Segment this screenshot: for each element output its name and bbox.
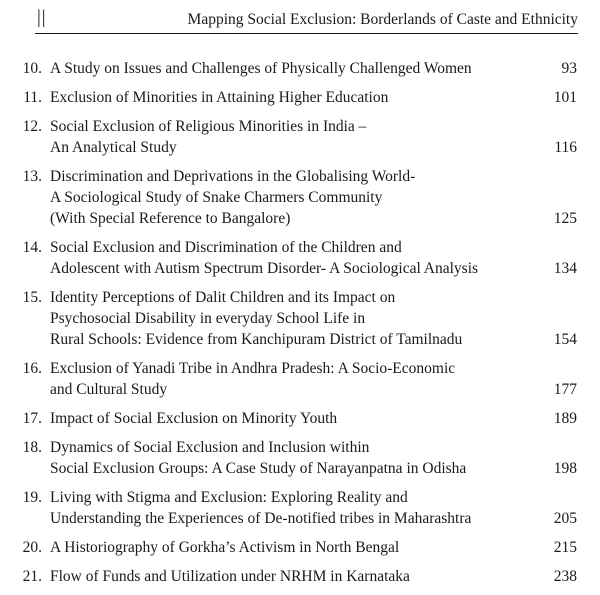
toc-entry — [0, 116, 600, 158]
entry-title-line: Social Exclusion of Religious Minorities in India – — [50, 118, 367, 135]
entry-title-line: Understanding the Experiences of De-notified tribes in Maharashtra — [50, 510, 472, 527]
entry-page-number: 215 — [553, 539, 577, 556]
entry-title-line: Rural Schools: Evidence from Kanchipuram District of Tamilnadu — [50, 331, 463, 348]
entry-title-line: A Sociological Study of Snake Charmers Community — [50, 189, 383, 206]
toc-entry — [0, 487, 600, 529]
entry-page-number: 205 — [553, 510, 577, 527]
entry-title-line: Dynamics of Social Exclusion and Inclusion within — [50, 439, 370, 456]
entry-number: 12. — [22, 118, 42, 135]
toc-entry — [0, 166, 600, 229]
entry-title-line: A Historiography of Gorkha’s Activism in North Bengal — [50, 539, 400, 556]
entry-title-line: An Analytical Study — [50, 139, 177, 156]
toc-entry — [0, 566, 600, 587]
toc-entry — [0, 237, 600, 279]
entry-title-line: Identity Perceptions of Dalit Children and its Impact on — [50, 289, 396, 306]
toc-entry — [0, 437, 600, 479]
toc-entry — [0, 408, 600, 429]
toc-entry — [0, 87, 600, 108]
entry-title — [50, 166, 530, 229]
page-number-roman: || — [37, 7, 47, 28]
entry-number: 18. — [22, 439, 42, 456]
entry-number: 13. — [22, 168, 42, 185]
entry-title-line: Exclusion of Minorities in Attaining Higher Education — [50, 89, 389, 106]
entry-title — [50, 116, 530, 158]
entry-title-line: Exclusion of Yanadi Tribe in Andhra Pradesh: A Socio-Economic — [50, 360, 456, 377]
entry-title-line: Discrimination and Deprivations in the Globalising World- — [50, 168, 416, 185]
entry-page-number: 198 — [553, 460, 577, 477]
entry-title-line: Adolescent with Autism Spectrum Disorder- A Sociological Analysis — [50, 260, 479, 277]
entry-page-number: 125 — [553, 210, 577, 227]
entry-title — [50, 87, 530, 108]
header-rule — [35, 33, 578, 34]
entry-title-line: and Cultural Study — [50, 381, 168, 398]
entry-number: 10. — [22, 60, 42, 77]
entry-title-line: Social Exclusion Groups: A Case Study of Narayanpatna in Odisha — [50, 460, 467, 477]
entry-number: 14. — [22, 239, 42, 256]
entry-title — [50, 487, 530, 529]
entry-title — [50, 408, 530, 429]
entry-page-number: 238 — [553, 568, 577, 585]
entry-title-line: Social Exclusion and Discrimination of the Children and — [50, 239, 402, 256]
entry-title-line: Psychosocial Disability in everyday School Life in — [50, 310, 366, 327]
entry-title-line: Living with Stigma and Exclusion: Exploring Reality and — [50, 489, 408, 506]
running-title: Mapping Social Exclusion: Borderlands of Caste and Ethnicity — [187, 11, 578, 28]
entry-title — [50, 566, 530, 587]
entry-title — [50, 358, 530, 400]
entry-number: 20. — [22, 539, 42, 556]
entry-page-number: 134 — [553, 260, 577, 277]
entry-title — [50, 437, 530, 479]
entry-number: 21. — [22, 568, 42, 585]
page-header — [0, 0, 600, 36]
entry-page-number: 93 — [561, 60, 577, 77]
entry-title — [50, 287, 530, 350]
entry-title-line: A Study on Issues and Challenges of Physically Challenged Women — [50, 60, 472, 77]
entry-page-number: 101 — [553, 89, 577, 106]
entry-page-number: 177 — [553, 381, 577, 398]
entry-page-number: 154 — [553, 331, 577, 348]
entry-title — [50, 537, 530, 558]
entry-title — [50, 237, 530, 279]
entry-number: 17. — [22, 410, 42, 427]
entry-number: 16. — [22, 360, 42, 377]
entry-page-number: 116 — [554, 139, 577, 156]
toc-entry — [0, 358, 600, 400]
entry-title-line: Flow of Funds and Utilization under NRHM in Karnataka — [50, 568, 410, 585]
toc-entry — [0, 287, 600, 350]
entry-title-line: Impact of Social Exclusion on Minority Youth — [50, 410, 338, 427]
toc-entry — [0, 537, 600, 558]
entry-number: 11. — [23, 89, 42, 106]
entry-title — [50, 58, 530, 79]
entry-title-line: (With Special Reference to Bangalore) — [50, 210, 291, 227]
entry-number: 15. — [22, 289, 42, 306]
entry-page-number: 189 — [553, 410, 577, 427]
entry-number: 19. — [22, 489, 42, 506]
table-of-contents — [0, 58, 600, 595]
toc-entry — [0, 58, 600, 79]
